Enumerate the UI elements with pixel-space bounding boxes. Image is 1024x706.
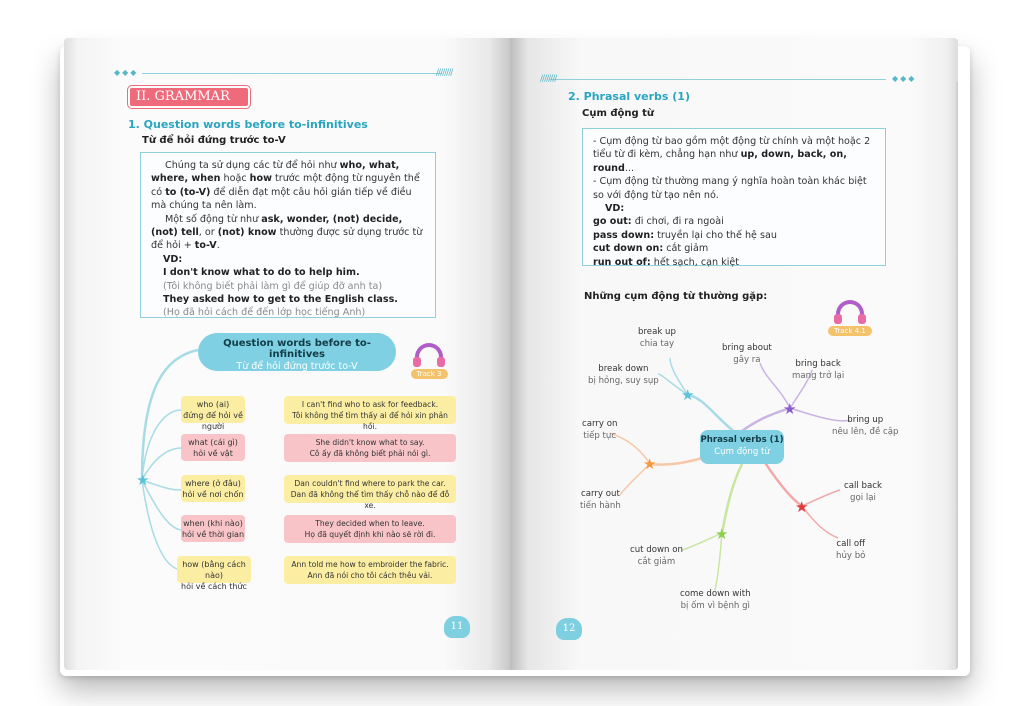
verb-cut-down-on: cut down on cắt giảm [630,545,683,567]
section-subtitle: Từ để hỏi đứng trước to-V [142,135,286,146]
ex-when: They decided when to leave. Họ đã quyết định khi nào sẽ rời đi. [284,515,456,543]
qw-who: who (ai) đứng để hỏi về người [181,396,245,423]
phrasal-example-4: run out of: hết sạch, cạn kiệt [593,256,740,268]
info-line-2: - Cụm động từ thường mang ý nghĩa hoàn toàn khác biệt so với động từ tạo nên nó. [593,176,867,201]
info-line-1: - Cụm động từ bao gồm một động từ chính và một hoặc 2 tiểu từ đi kèm, chẳng hạn như up, down, back, on, round... [593,136,871,174]
vd-label: VD: [605,203,625,215]
phrasal-example-1: go out: đi chơi, đi ra ngoài [593,216,724,228]
star-icon: ★ [136,471,150,489]
section-subtitle: Cụm động từ [582,108,655,119]
page-number-11: 11 [444,616,470,638]
verb-break-up: break up chia tay [638,327,676,349]
decor-slashes: //////// [540,74,557,84]
qw-how: how (bằng cách nào) hỏi về cách thức [177,556,251,583]
ex-where: Dan couldn't find where to park the car. Dan đã không thể tìm thấy chỗ nào để đỗ xe. [284,475,456,503]
phrasal-example-2: pass down: truyền lại cho thế hệ sau [593,229,777,241]
common-phrasal-title: Những cụm động từ thường gặp: [584,291,768,302]
info-paragraph-2: Một số động từ như ask, wonder, (not) decide, (not) tell, or (not) know thường được sử dụng trước từ để hỏi + to-V. [151,213,423,252]
star-icon: ★ [783,400,797,418]
verb-carry-out: carry out tiến hành [580,489,621,511]
grammar-badge: II. GRAMMAR [128,86,250,108]
qw-when: when (khi nào) hỏi về thời gian [181,515,245,542]
section-title: 1. Question words before to-infinitives [128,118,368,131]
track-3[interactable]: Track 3 [409,343,449,380]
star-icon: ★ [795,498,809,516]
info-paragraph-1: Chúng ta sử dụng các từ để hỏi như who, what, where, when hoặc how trước một động từ nguyên thể có to (to-V) để diễn đạt một câu hỏi gián tiếp về điều mà chúng ta nên làm. [151,160,420,212]
phrasal-center-node: Phrasal verbs (1) Cụm động từ [700,430,784,464]
ex-how: Ann told me how to embroider the fabric. Ann đã nói cho tôi cách thêu vải. [284,556,456,584]
page-number-12: 12 [556,618,582,640]
ex-what: She didn't know what to say. Cô ấy đã không biết phải nói gì. [284,434,456,462]
decor-slashes: //////// [436,68,453,78]
verb-call-back: call back gọi lại [844,481,882,503]
example-2-vn: (Họ đã hỏi cách để đến lớp học tiếng Anh) [163,307,366,319]
example-1: I don't know what to do to help him. [163,267,360,279]
verb-bring-back: bring back mang trở lại [792,359,845,381]
qw-what: what (cái gì) hỏi về vật [181,434,245,461]
verb-bring-up: bring up nêu lên, đề cập [832,415,899,437]
headphones-icon [415,343,443,361]
phrasal-example-3: cut down on: cắt giảm [593,243,709,255]
star-icon: ★ [643,455,657,473]
verb-call-off: call off hủy bỏ [836,539,866,561]
example-1-vn: (Tôi không biết phải làm gì để giúp đỡ anh ta) [163,280,383,292]
right-page [510,38,958,670]
decor-diamonds: ◆◆◆ [114,68,139,77]
left-page [64,38,510,670]
vd-label: VD: [163,253,183,265]
qw-where: where (ở đâu) hỏi về nơi chốn [181,475,245,502]
ex-who: I can't find who to ask for feedback. Tôi không thể tìm thấy ai để hỏi xin phản hồi. [284,396,456,424]
decor-diamonds: ◆◆◆ [892,74,917,83]
track-4-1[interactable]: Track 4.1 [828,300,872,337]
section-title: 2. Phrasal verbs (1) [568,90,690,103]
example-2: They asked how to get to the English class. [163,294,398,306]
verb-carry-on: carry on tiếp tục [582,419,618,441]
page-edge [956,82,958,670]
verb-break-down: break down bị hỏng, suy sụp [588,364,659,386]
verb-come-down-with: come down with bị ốm vì bệnh gì [680,589,751,611]
star-icon: ★ [681,386,695,404]
star-icon: ★ [715,525,729,543]
mindmap-title: Question words before to-infinitives Từ để hỏi đứng trước to-V [198,333,396,371]
verb-bring-about: bring about gây ra [722,343,772,365]
